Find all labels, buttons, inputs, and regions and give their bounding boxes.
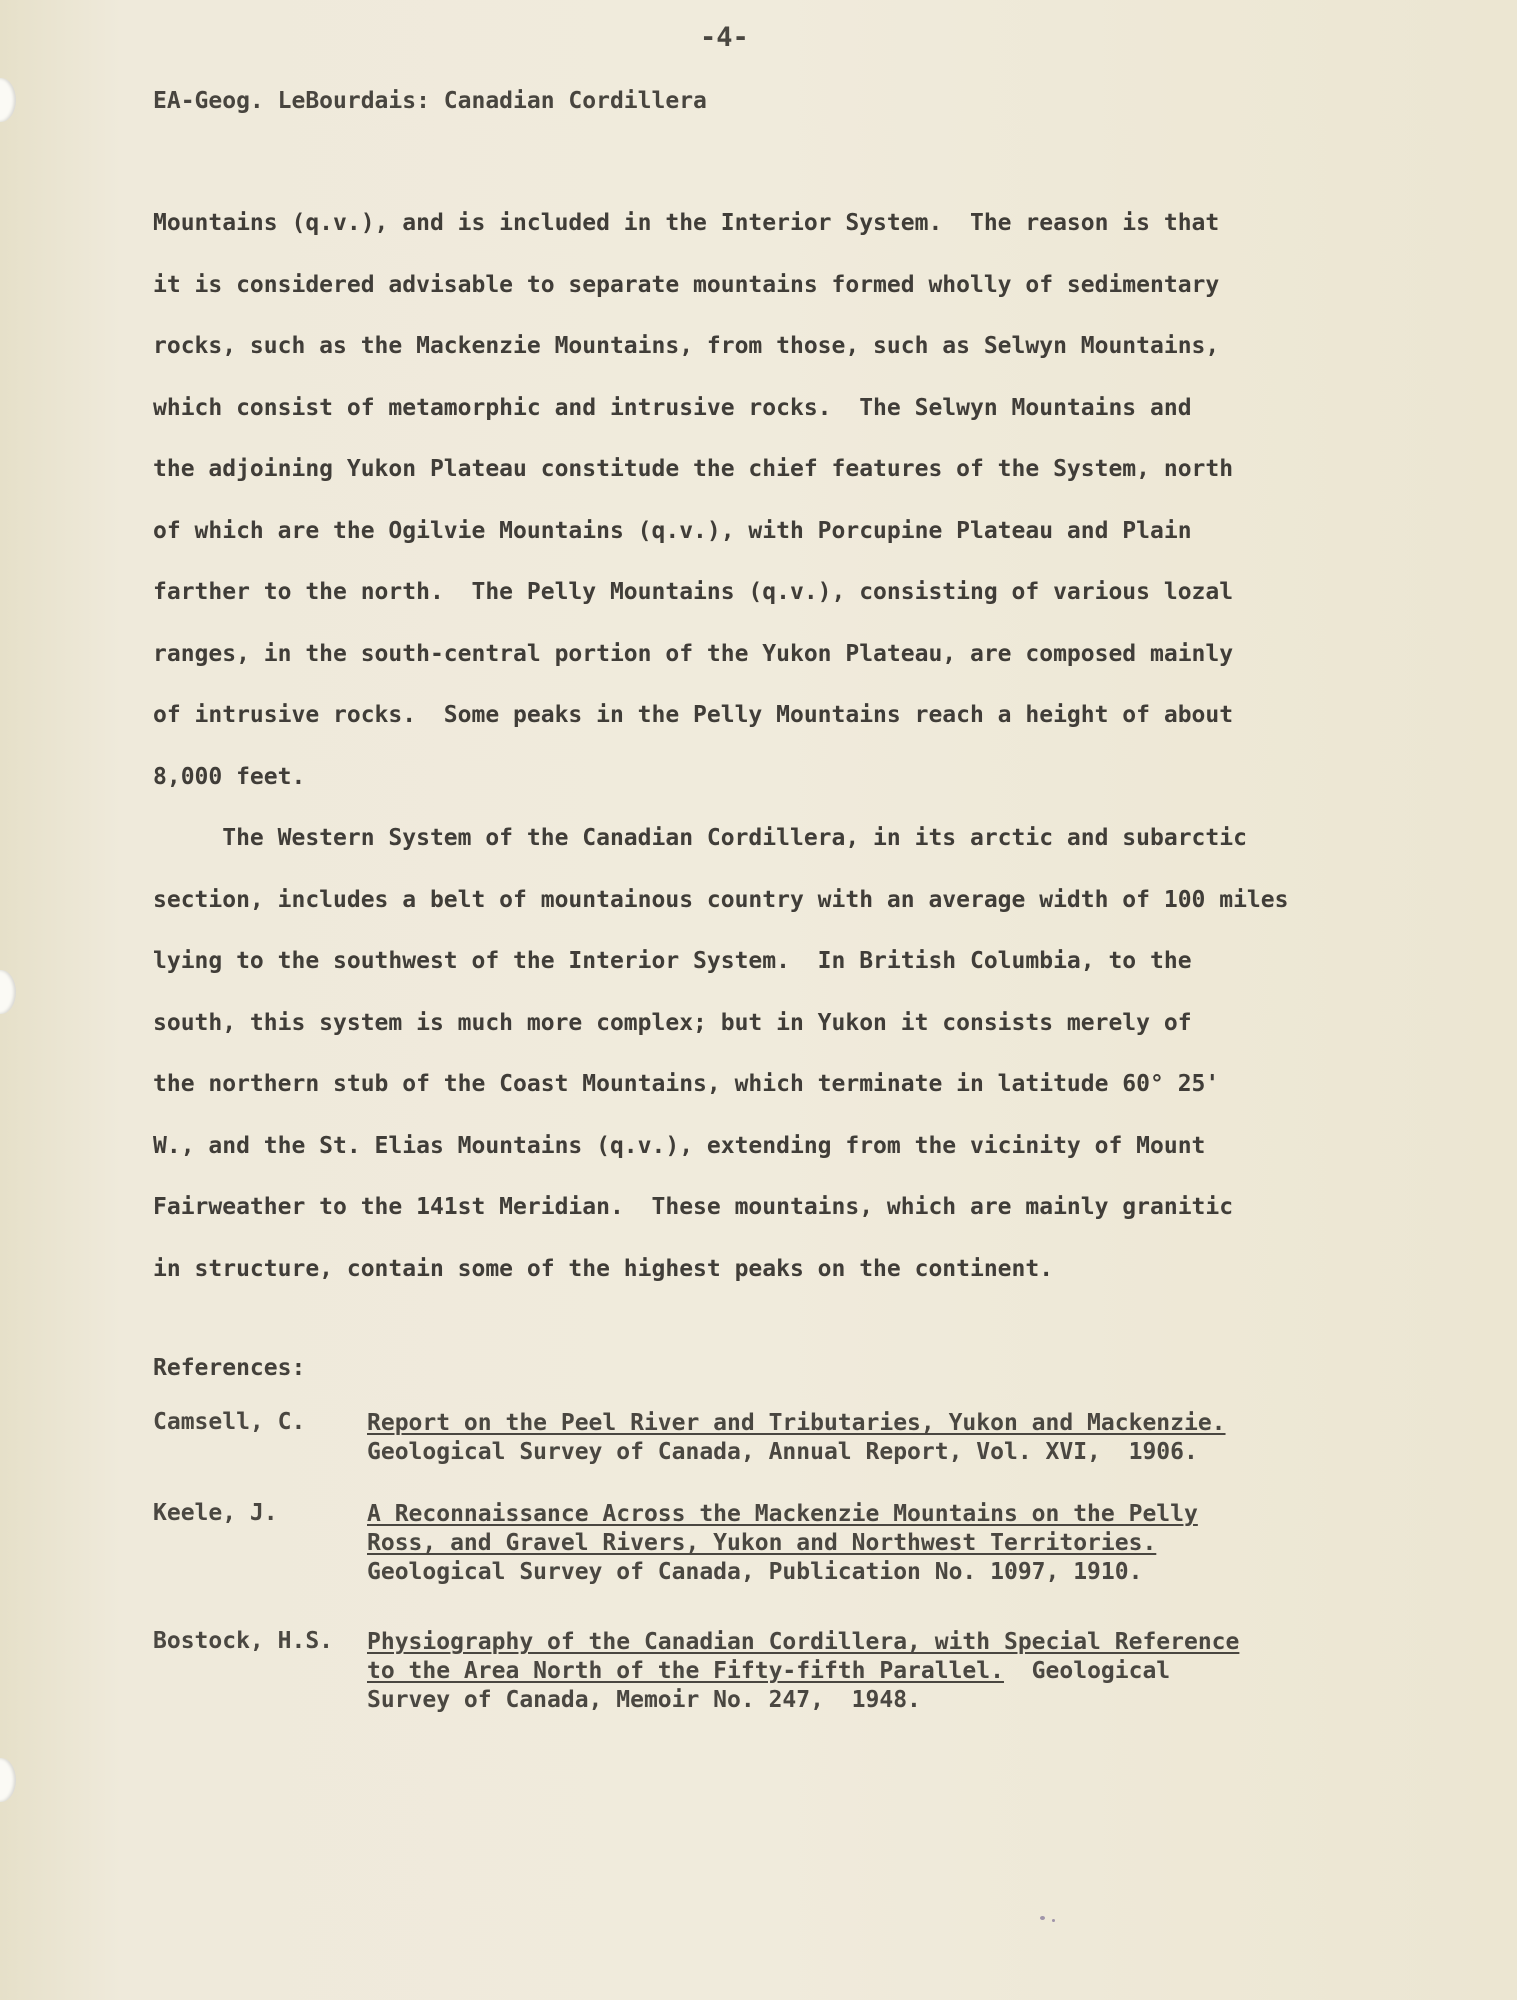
body-line: of which are the Ogilvie Mountains (q.v.), with Porcupine Plateau and Plain bbox=[153, 517, 1192, 544]
body-line: farther to the north. The Pelly Mountains (q.v.), consisting of various lozal bbox=[153, 579, 1234, 605]
reference-title: Ross, and Gravel Rivers, Yukon and Northwest Territories. bbox=[367, 1530, 1157, 1556]
body-line: the adjoining Yukon Plateau constitude the chief features of the System, north bbox=[153, 456, 1234, 482]
body-line: W., and the St. Elias Mountains (q.v.), extending from the vicinity of Mount bbox=[153, 1132, 1206, 1159]
reference-title: to the Area North of the Fifty-fifth Parallel. bbox=[367, 1658, 1004, 1684]
reference-author: Bostock, H.S. bbox=[153, 1628, 334, 1654]
body-line: it is considered advisable to separate mountains formed wholly of sedimentary bbox=[153, 271, 1220, 298]
punch-hole bbox=[0, 970, 16, 1014]
body-line: ranges, in the south-central portion of the Yukon Plateau, are composed mainly bbox=[153, 640, 1234, 667]
document-header: EA-Geog. LeBourdais: Canadian Cordillera bbox=[153, 88, 707, 114]
body-line: lying to the southwest of the Interior System. In British Columbia, to the bbox=[153, 948, 1192, 974]
reference-title: Physiography of the Canadian Cordillera, with Special Reference bbox=[367, 1629, 1240, 1655]
reference-title: Report on the Peel River and Tributaries, Yukon and Mackenzie. bbox=[367, 1410, 1226, 1436]
reference-title: A Reconnaissance Across the Mackenzie Mountains on the Pelly bbox=[367, 1501, 1198, 1527]
punch-hole bbox=[0, 78, 16, 122]
reference-line bbox=[367, 1409, 1367, 1438]
reference-citation bbox=[367, 1409, 1367, 1467]
reference-line bbox=[367, 1500, 1367, 1529]
ink-speck bbox=[1052, 1919, 1055, 1922]
reference-line bbox=[367, 1657, 1367, 1686]
ink-speck bbox=[1040, 1916, 1045, 1920]
body-line: the northern stub of the Coast Mountains, which terminate in latitude 60° 25' bbox=[153, 1071, 1220, 1097]
reference-line bbox=[367, 1686, 1367, 1715]
body-line: section, includes a belt of mountainous country with an average width of 100 miles bbox=[153, 886, 1289, 913]
reference-line bbox=[367, 1529, 1367, 1558]
body-text bbox=[153, 203, 1433, 1310]
reference-citation bbox=[367, 1500, 1367, 1587]
reference-author: Camsell, C. bbox=[153, 1409, 306, 1435]
body-line: which consist of metamorphic and intrusive rocks. The Selwyn Mountains and bbox=[153, 394, 1192, 421]
punch-hole bbox=[0, 1758, 16, 1802]
reference-line bbox=[367, 1628, 1367, 1657]
body-line: Mountains (q.v.), and is included in the Interior System. The reason is that bbox=[153, 210, 1220, 236]
body-line: of intrusive rocks. Some peaks in the Pelly Mountains reach a height of about bbox=[153, 702, 1234, 728]
reference-author: Keele, J. bbox=[153, 1500, 278, 1526]
reference-source: Geological Survey of Canada, Annual Report, Vol. XVI, 1906. bbox=[367, 1439, 1198, 1465]
reference-source: Geological bbox=[1003, 1658, 1171, 1684]
reference-line bbox=[367, 1558, 1367, 1587]
body-line: The Western System of the Canadian Cordillera, in its arctic and subarctic bbox=[153, 825, 1247, 851]
body-line: Fairweather to the 141st Meridian. These mountains, which are mainly granitic bbox=[153, 1194, 1234, 1220]
body-line: rocks, such as the Mackenzie Mountains, from those, such as Selwyn Mountains, bbox=[153, 333, 1220, 359]
body-line: 8,000 feet. bbox=[153, 763, 306, 790]
body-line: south, this system is much more complex; but in Yukon it consists merely of bbox=[153, 1009, 1192, 1036]
reference-source: Survey of Canada, Memoir No. 247, 1948. bbox=[367, 1687, 921, 1713]
reference-citation bbox=[367, 1628, 1367, 1715]
reference-line bbox=[367, 1438, 1367, 1467]
references-heading: References: bbox=[153, 1355, 306, 1381]
body-line: in structure, contain some of the highest peaks on the continent. bbox=[153, 1255, 1054, 1282]
reference-source: Geological Survey of Canada, Publication No. 1097, 1910. bbox=[367, 1559, 1143, 1585]
page-number: -4- bbox=[700, 22, 749, 53]
